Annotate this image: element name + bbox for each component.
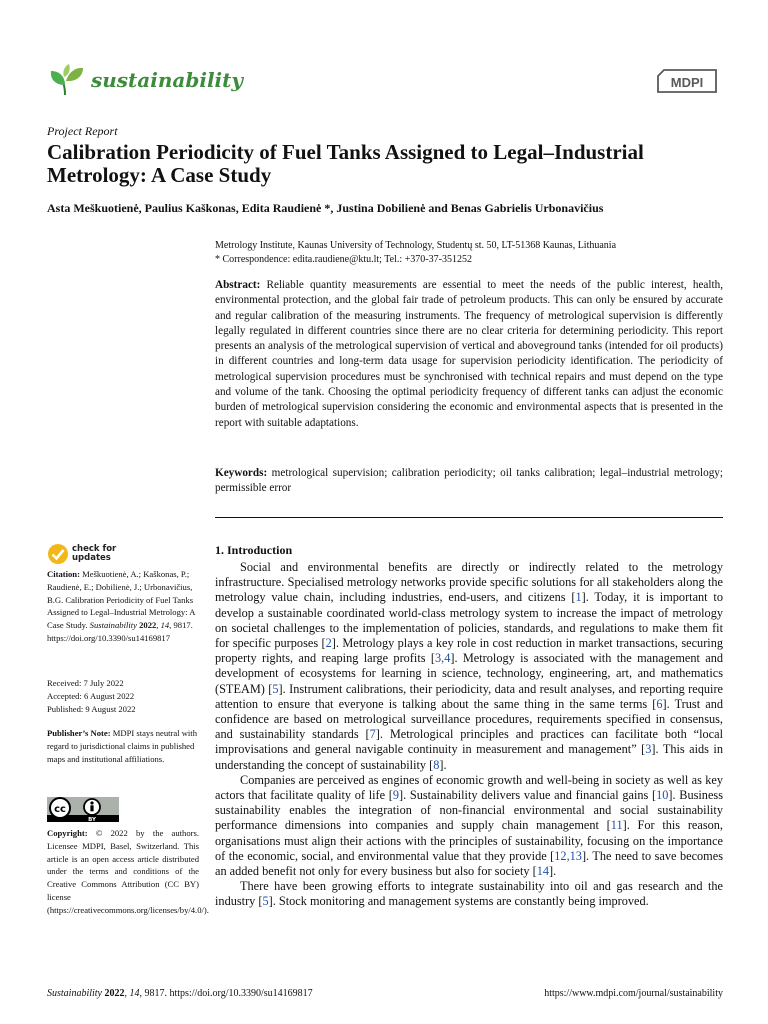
- citation-link[interactable]: 11: [610, 818, 623, 833]
- mdpi-logo[interactable]: [656, 68, 718, 94]
- citation-link[interactable]: 9: [392, 788, 400, 803]
- cc-icon: cc: [54, 804, 66, 815]
- affiliation: Metrology Institute, Kaunas University of Technology, Studentų st. 50, LT-51368 Kaunas, Lithuania: [215, 240, 617, 251]
- copyright-block: [47, 827, 209, 917]
- paragraph-3: There have been growing efforts to integrate sustainability into oil and gas research and the industry [5]. Stock monitoring and management systems are constantly being improved.: [215, 879, 723, 909]
- paragraph-1: Social and environmental benefits are directly or indirectly related to the metrology infrastructure. Specialised metrology networks provide specific solutions for all stakeholders along the metrology value chain, including industries, end-users, and citizens [1]. Today, it is important to develop a sustainable coordinated world-class metrology system to increase the impact of metrology on societal challenges to the implementation of policies, standards, and regulations to make them fit for specific purposes [2]. Metrology plays a key role in cost reduction in market transactions, securing property rights, and reaping large profits [3,4]. Metrology is associated with the management and development of ecosystems for learning in science, technology, engineering, art, and mathematics (STEAM) [5]. Instrument calibrations, their periodicity, data and result analyses, and reporting require attention to ensure that everyone is talking about the same thing in the same terms [6]. Trust and confidence are based on metrological surveillance procedures, requirements specified in consensus, and sustainability standards [7]. Metrological principles and practices can facilitate both “local improvisations and general navigable continuity in measurement and management” [3]. This aids in understanding the concept of sustainability [8].: [215, 560, 724, 772]
- cc-by-license-badge[interactable]: [47, 797, 119, 822]
- citation-link[interactable]: 3,4: [434, 651, 451, 666]
- footer-volume: 14: [129, 988, 140, 999]
- footer-doi[interactable]: , 9817. https://doi.org/10.3390/su14169817: [139, 988, 313, 999]
- published-date: Published: 9 August 2022: [47, 703, 136, 714]
- keywords: [215, 466, 723, 497]
- check-for-updates-button[interactable]: [47, 543, 116, 565]
- citation-text: Meškuotienė, A.; Kaškonas, P.; Raudienė, E.; Dobilienė, J.; Urbonavičius, B.G. Calibration Periodicity of Fuel Tanks Assigned to Legal–Industrial Metrology: A Case Study.: [47, 569, 195, 631]
- article-title: Calibration Periodicity of Fuel Tanks Assigned to Legal–Industrial Metrology: A Case Study: [47, 140, 644, 187]
- publisher-note: [47, 727, 199, 765]
- copyright-label: Copyright:: [47, 828, 88, 838]
- journal-logo[interactable]: [47, 62, 243, 98]
- mdpi-logo-text: MDPI: [670, 75, 704, 90]
- citation-link[interactable]: 1: [575, 590, 582, 605]
- author-list: Asta Meškuotienė, Paulius Kaškonas, Edita Raudienė *, Justina Dobilienė and Benas Gabrielis Urbonavičius: [47, 201, 604, 215]
- abstract-label: Abstract:: [215, 279, 261, 291]
- paragraph-2: Companies are perceived as engines of economic growth and well-being in society as well as key actors that facilitate quality of life [9]. Sustainability delivers value and financial gains [10]. Business sustainability enables the integration of non-financial environmental and social sustainability performance dimensions into companies and supply chain management [11]. For this reason, organisations must align their actions with the principles of sustainability, focusing on the importance of the economic, social, and environmental value that they provide [12,13]. The need to save becomes an added benefit not only for every business but also for society [14].: [215, 772, 723, 879]
- accepted-date: Accepted: 6 August 2022: [47, 690, 135, 701]
- abstract: [215, 278, 723, 431]
- check-updates-label-2: updates: [72, 553, 111, 563]
- keywords-text: metrological supervision; calibration periodicity; oil tanks calibration; legal–industrial metrology; permissible error: [215, 467, 724, 495]
- citation-year: 2022: [139, 620, 157, 631]
- sustainability-leaf-icon: [47, 63, 85, 97]
- citation-link[interactable]: 8: [433, 757, 440, 772]
- citation-link[interactable]: 14: [536, 864, 549, 879]
- citation-pages: , 9817.: [169, 620, 193, 631]
- check-updates-label: check for: [72, 544, 117, 554]
- citation-journal: Sustainability: [89, 620, 137, 631]
- citation-volume: 14: [160, 620, 170, 631]
- publication-dates: [47, 677, 199, 715]
- citation-link[interactable]: 5: [272, 681, 279, 696]
- citation-link[interactable]: 3: [645, 742, 652, 757]
- publisher-note-text: MDPI stays neutral with regard to jurisdictional claims in published maps and institutional affiliations.: [47, 728, 197, 764]
- check-updates-icon: [47, 543, 69, 565]
- publisher-note-label: Publisher’s Note:: [47, 728, 111, 738]
- citation-link[interactable]: 5: [262, 894, 269, 909]
- footer-citation: Sustainability 2022, 14, 9817. https://doi.org/10.3390/su14169817: [47, 988, 313, 999]
- cc-badge-text: BY: [88, 817, 96, 822]
- footer-journal-link[interactable]: https://www.mdpi.com/journal/sustainability: [544, 988, 723, 999]
- affiliation-block: [215, 239, 725, 266]
- article-type: Project Report: [47, 124, 118, 138]
- footer-year: 2022: [104, 988, 125, 999]
- citation-block: Citation: Meškuotienė, A.; Kaškonas, P.; Raudienė, E.; Dobilienė, J.; Urbonavičius, B.G. Calibration Periodicity of Fuel Tanks Assigned to Legal–Industrial Metrology: A Case Study. Sustainability 2022,​ 14, 9817. https://doi.org/10.3390/su14169817: [47, 569, 195, 643]
- person-icon: [90, 801, 93, 804]
- section-body: [215, 560, 723, 910]
- journal-name: sustainability: [91, 68, 243, 92]
- footer-journal: Sustainability: [47, 988, 102, 999]
- citation-link[interactable]: 2: [325, 636, 332, 651]
- section-heading: 1. Introduction: [215, 543, 293, 557]
- citation-link[interactable]: 10: [656, 788, 669, 803]
- correspondence: * Correspondence: edita.raudiene@ktu.lt; Tel.: +370-37-351252: [215, 253, 472, 265]
- citation-doi-link[interactable]: https://doi.org/10.3390/su14169817: [47, 632, 171, 643]
- section-divider: [215, 517, 723, 518]
- copyright-text: © 2022 by the authors. Licensee MDPI, Basel, Switzerland. This article is an open access article distributed under the terms and conditions of the Creative Commons Attribution (CC BY) license (https://creativecommons.org/licenses/by/4.0/).: [47, 828, 209, 915]
- received-date: Received: 7 July 2022: [47, 678, 124, 688]
- abstract-text: Reliable quantity measurements are essential to meet the needs of the public interest, health, environmental protection, and the global fair trade of petroleum products. This can only be ensured by accurate and regular calibration of the measuring instruments. The frequency of metrological supervision is differently legally regulated in different countries since there are no clear criteria for determining periodicity. This report presents an analysis of the metrological supervision of vertical and aboveground tanks (intended for oil products) in different countries and long-term data usage for supervision periodicity identification. The periodicity of metrological supervision procedures must be synchronised with technical repairs and must depend on the type and volume of the tank. Choosing the optimal periodicity frequency of different tanks can adjust the economic burden of metrological supervision considering the economic and environmental aspects that is presented in the report with suitable adaptations.: [215, 279, 723, 429]
- citation-link[interactable]: 12,13: [554, 848, 582, 863]
- keywords-label: Keywords:: [215, 467, 268, 479]
- citation-label: Citation:: [47, 569, 80, 579]
- citation-link[interactable]: 6: [656, 696, 663, 711]
- citation-link[interactable]: 7: [369, 727, 376, 742]
